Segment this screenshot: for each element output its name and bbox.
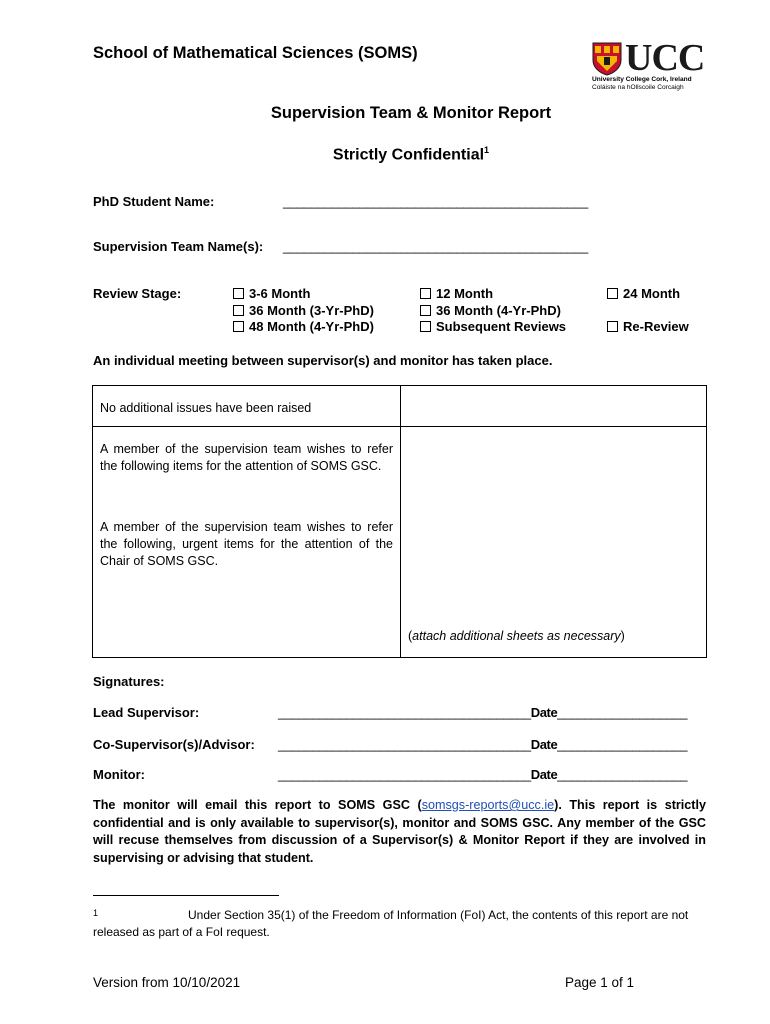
checkbox-re-review[interactable]: [607, 319, 689, 334]
page-number: Page 1 of 1: [565, 975, 635, 990]
review-stage-label: Review Stage:: [93, 286, 182, 301]
checkbox-48-month[interactable]: [233, 319, 374, 334]
checkbox-icon: [233, 288, 244, 299]
no-issues-text: No additional issues have been raised: [100, 401, 312, 415]
checkbox-icon: [420, 321, 431, 332]
date-line: ___________________: [557, 767, 688, 782]
monitor-label: Monitor:: [93, 767, 145, 782]
referral-text: A member of the supervision team wishes to refer the following items for the attention of SOMS GSC.: [100, 442, 393, 473]
lead-supervisor-signature-line[interactable]: [278, 705, 687, 720]
checkbox-icon: [233, 305, 244, 316]
co-supervisor-signature-line[interactable]: [278, 737, 687, 752]
version-text: Version from 10/10/2021: [93, 975, 241, 990]
checkbox-36-month-3yr[interactable]: [233, 303, 374, 318]
logo-english-line: University College Cork, Ireland: [592, 76, 692, 83]
attach-open-paren: (: [408, 629, 413, 643]
option-label: 12 Month: [436, 286, 494, 301]
signatures-heading: Signatures:: [93, 674, 165, 689]
notice-before: The monitor will email this report to SOMS GSC (: [93, 798, 422, 812]
date-label: Date: [530, 737, 558, 752]
signature-line: _____________________________________: [278, 705, 531, 720]
footnote-number: 1: [93, 908, 99, 918]
urgent-referral-text: A member of the supervision team wishes to refer the following, urgent items for the attention of the Chair of SOMS GSC.: [100, 520, 393, 568]
checkbox-icon: [607, 321, 618, 332]
checkbox-icon: [607, 288, 618, 299]
referral-cell: [93, 427, 401, 658]
checkbox-3-6-month[interactable]: [233, 286, 310, 301]
footnote-text: Under Section 35(1) of the Freedom of Information (FoI) Act, the contents of this report are not released as part of a FoI request.: [93, 908, 689, 939]
ucc-crest-icon: [592, 42, 622, 76]
attach-note: [408, 628, 625, 645]
footnote-ref: 1: [484, 145, 490, 155]
confidentiality-notice: [93, 797, 706, 867]
attach-note-text: attach additional sheets as necessary: [412, 629, 621, 643]
team-names-label: Supervision Team Name(s):: [93, 239, 264, 254]
student-name-label: PhD Student Name:: [93, 194, 215, 209]
footnote: [93, 905, 693, 941]
gsc-email-link[interactable]: somsgs-reports@ucc.ie: [421, 798, 555, 812]
date-label: Date: [530, 767, 558, 782]
checkbox-subsequent-reviews[interactable]: [420, 319, 566, 334]
ucc-logo: [592, 37, 707, 94]
signature-line: _____________________________________: [278, 767, 531, 782]
option-label: 24 Month: [623, 286, 681, 301]
date-line: ___________________: [557, 705, 688, 720]
ucc-wordmark: UCC: [625, 37, 705, 79]
attach-close-paren: ): [620, 629, 625, 643]
table-row: [93, 427, 707, 658]
report-title: Supervision Team & Monitor Report: [270, 104, 552, 122]
confidential-text: Strictly Confidential: [332, 146, 485, 164]
checkbox-24-month[interactable]: [607, 286, 680, 301]
co-supervisor-label: Co-Supervisor(s)/Advisor:: [93, 737, 255, 752]
option-label: Re-Review: [623, 319, 689, 334]
no-issues-cell: [93, 386, 401, 427]
issues-table: [92, 385, 707, 658]
option-label: 36 Month (4-Yr-PhD): [436, 303, 561, 318]
monitor-signature-line[interactable]: [278, 767, 687, 782]
confidential-heading: [0, 145, 770, 164]
option-label: 3-6 Month: [249, 286, 311, 301]
table-row: [93, 386, 707, 427]
logo-irish-line: Coláiste na hOllscoile Corcaigh: [592, 84, 684, 91]
school-name: School of Mathematical Sciences (SOMS): [93, 44, 418, 62]
notice-after: ). This report is strictly confidential and is only available to supervisor(s), monitor and SOMS GSC. Any member of the GSC will recuse themselves from discussion of a Supervisor(s) & Monitor Report if they are involved in supervising or advising that student.: [93, 798, 707, 865]
checkbox-icon: [420, 305, 431, 316]
checkbox-36-month-4yr[interactable]: [420, 303, 561, 318]
checkbox-icon: [233, 321, 244, 332]
meeting-statement: An individual meeting between supervisor(s) and monitor has taken place.: [93, 353, 553, 368]
checkbox-12-month[interactable]: [420, 286, 493, 301]
checkbox-icon: [420, 288, 431, 299]
date-label: Date: [530, 705, 558, 720]
option-label: 36 Month (3-Yr-PhD): [249, 303, 374, 318]
no-issues-entry[interactable]: [401, 386, 707, 427]
option-label: Subsequent Reviews: [436, 319, 567, 334]
lead-supervisor-label: Lead Supervisor:: [93, 705, 200, 720]
signature-line: _____________________________________: [278, 737, 531, 752]
team-names-field[interactable]: ____________________________________________: [283, 239, 588, 254]
referral-entry[interactable]: [401, 427, 707, 658]
footnote-divider: [93, 895, 279, 896]
student-name-field[interactable]: ____________________________________________: [283, 194, 588, 209]
date-line: ___________________: [557, 737, 688, 752]
option-label: 48 Month (4-Yr-PhD): [249, 319, 374, 334]
